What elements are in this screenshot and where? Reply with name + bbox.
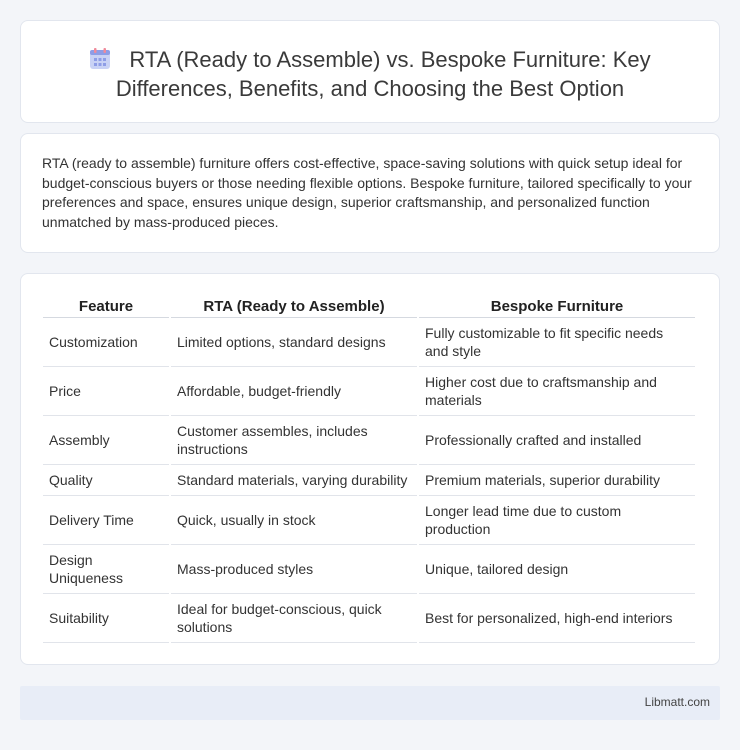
table-cell: Unique, tailored design <box>419 545 695 594</box>
table-cell: Design Uniqueness <box>43 545 169 594</box>
table-cell: Customer assembles, includes instructions <box>171 416 417 465</box>
table-cell: Standard materials, varying durability <box>171 465 417 496</box>
table-cell: Quality <box>43 465 169 496</box>
table-cell: Fully customizable to fit specific needs and style <box>419 318 695 367</box>
page-title <box>61 45 679 103</box>
table-row <box>43 594 695 643</box>
table-row <box>43 545 695 594</box>
header-rta: RTA (Ready to Assemble) <box>171 294 417 318</box>
table-row <box>43 367 695 416</box>
table-cell: Mass-produced styles <box>171 545 417 594</box>
title-card <box>20 20 720 123</box>
table-cell: Higher cost due to craftsmanship and materials <box>419 367 695 416</box>
table-cell: Suitability <box>43 594 169 643</box>
table-row <box>43 416 695 465</box>
footer <box>20 686 720 720</box>
table-cell: Quick, usually in stock <box>171 496 417 545</box>
table-cell: Premium materials, superior durability <box>419 465 695 496</box>
footer-brand-link[interactable]: Libmatt.com <box>644 695 710 709</box>
table-cell: Best for personalized, high-end interiors <box>419 594 695 643</box>
table-header-row <box>43 294 695 318</box>
comparison-table <box>41 294 697 643</box>
intro-card <box>20 133 720 253</box>
header-bespoke: Bespoke Furniture <box>419 294 695 318</box>
intro-paragraph: RTA (ready to assemble) furniture offers cost-effective, space-saving solutions with quick setup ideal for budget-conscious buyers or those needing flexible options. Bespoke furniture, tailored specifically to your preferences and space, ensures unique design, superior craftsmanship, and personalized function unmatched by mass-produced pieces. <box>42 155 692 230</box>
page-title-text: RTA (Ready to Assemble) vs. Bespoke Furniture: Key Differences, Benefits, and Choosing the Best Option <box>115 47 651 101</box>
calendar-icon <box>89 48 111 70</box>
table-cell: Limited options, standard designs <box>171 318 417 367</box>
table-row <box>43 318 695 367</box>
table-cell: Ideal for budget-conscious, quick solutions <box>171 594 417 643</box>
table-cell: Longer lead time due to custom production <box>419 496 695 545</box>
table-cell: Delivery Time <box>43 496 169 545</box>
header-feature: Feature <box>43 294 169 318</box>
comparison-card <box>20 273 720 665</box>
table-cell: Professionally crafted and installed <box>419 416 695 465</box>
table-cell: Customization <box>43 318 169 367</box>
table-cell: Assembly <box>43 416 169 465</box>
table-row <box>43 496 695 545</box>
table-cell: Price <box>43 367 169 416</box>
table-cell: Affordable, budget-friendly <box>171 367 417 416</box>
table-row <box>43 465 695 496</box>
